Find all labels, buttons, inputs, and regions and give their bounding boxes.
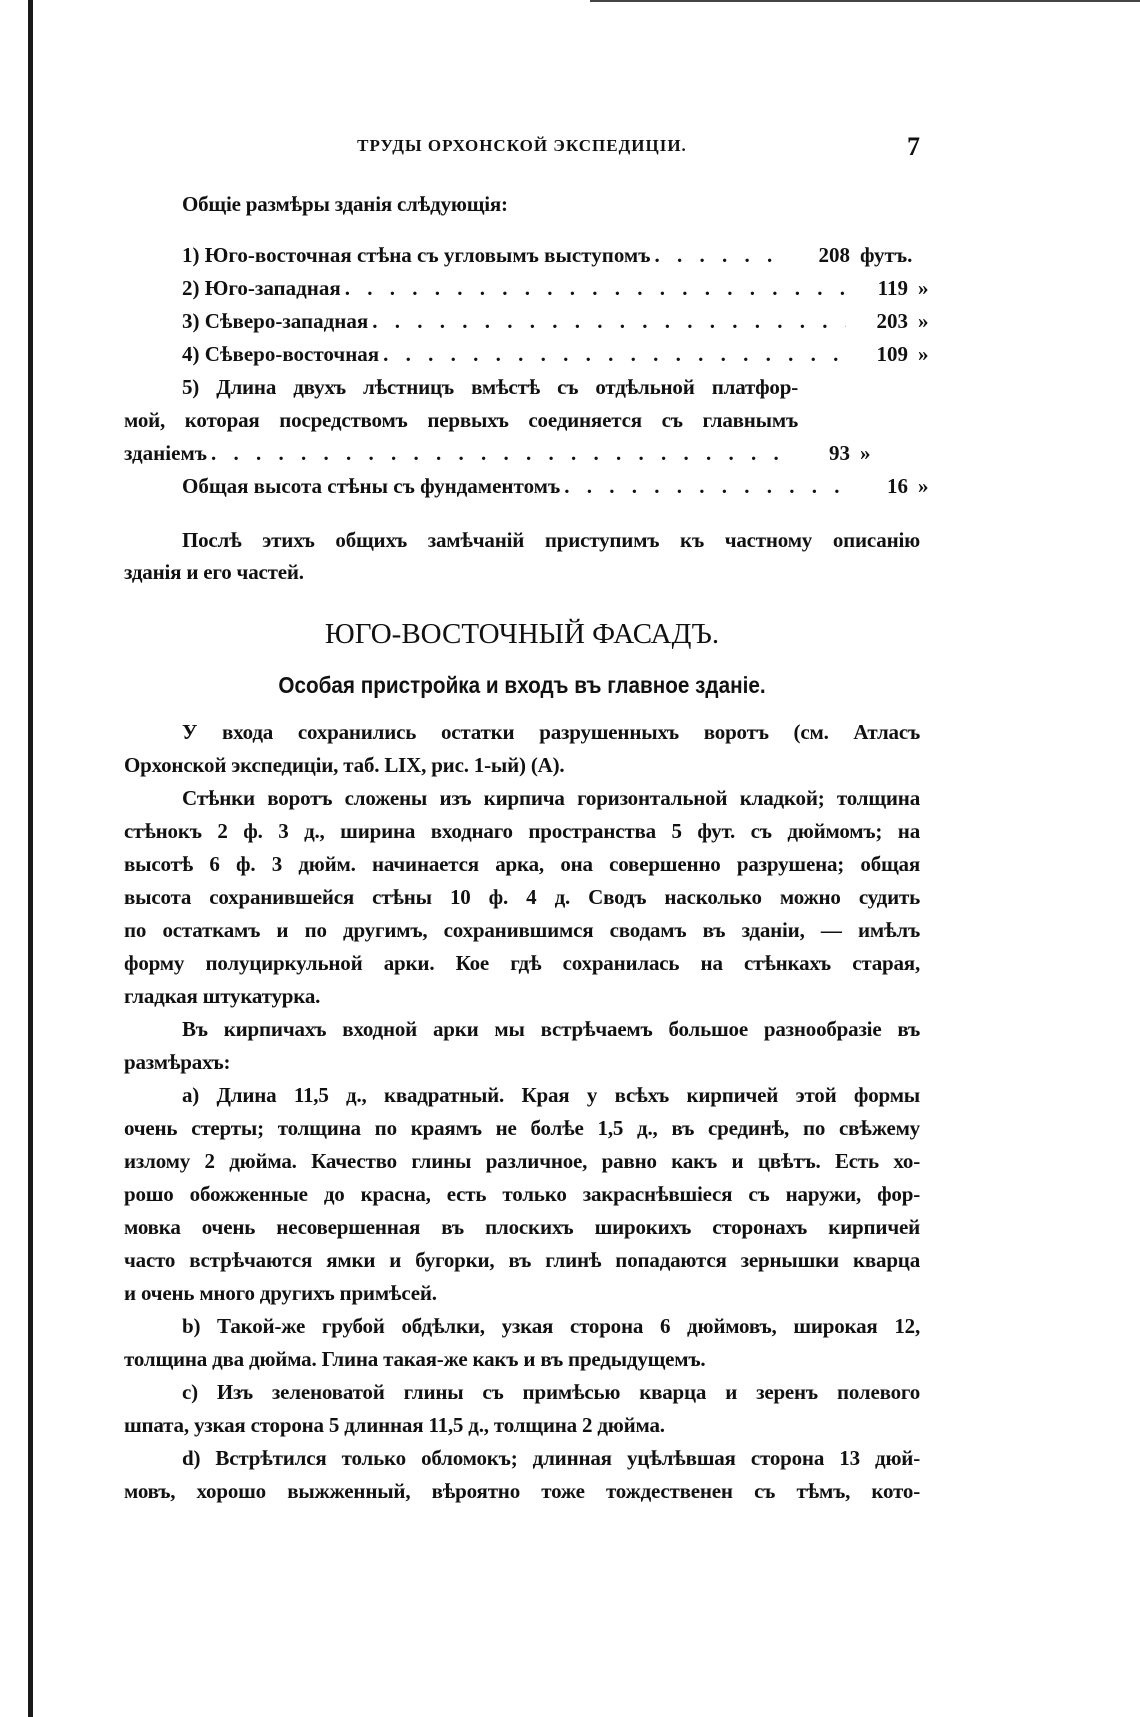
page-header — [124, 132, 920, 162]
paragraph-line: размѣрахъ: — [124, 1050, 231, 1074]
subsection-title: Особая пристройка и входъ въ главное зданіе. — [278, 672, 766, 698]
dimension-row-5-line-1: 5) Длина двухъ лѣстницъ вмѣстѣ съ отдѣльной платфор- — [182, 375, 798, 399]
paragraph-line: У входа сохранились остатки разрушенныхъ воротъ (см. Атласъ — [182, 720, 920, 744]
paragraph-line: а) Длина 11,5 д., квадратный. Края у всѣхъ кирпичей этой формы — [182, 1083, 920, 1107]
paragraph-line: излому 2 дюйма. Качество глины различное, равно какъ и цвѣтъ. Есть хо- — [124, 1149, 920, 1173]
paragraph-line: Орхонской экспедиціи, таб. LIX, рис. 1-ый) (A). — [124, 753, 565, 777]
dimension-row: 1) Юго-восточная стѣна съ угловымъ выступомъ . . . 208 футъ. — [124, 241, 920, 269]
paragraph-line: гладкая штукатурка. — [124, 984, 321, 1008]
scan-top-edge — [590, 0, 1140, 2]
paragraph-line: Стѣнки воротъ сложены изъ кирпича горизонтальной кладкой; толщина — [182, 786, 920, 810]
paragraph-line: форму полуциркульной арки. Кое гдѣ сохранилась на стѣнкахъ старая, — [124, 951, 920, 975]
paragraph-line: шпата, узкая сторона 5 длинная 11,5 д., толщина 2 дюйма. — [124, 1413, 665, 1437]
paragraph-line: высота сохранившейся стѣны 10 ф. 4 д. Сводъ насколько можно судить — [124, 885, 920, 909]
paragraph-line: и очень много другихъ примѣсей. — [124, 1281, 437, 1305]
paragraph-line: по остаткамъ и по другимъ, сохранившимся сводамъ въ зданіи, — имѣлъ — [124, 918, 920, 942]
paragraph-line: часто встрѣчаются ямки и бугорки, въ глинѣ попадаются зернышки кварца — [124, 1248, 920, 1272]
paragraph-line: зданія и его частей. — [124, 560, 304, 584]
paragraph-line: рошо обожженные до красна, есть только закраснѣвшіеся съ наружи, фор- — [124, 1182, 920, 1206]
dimension-row: Общая высота стѣны съ фундаментомъ . . . 16 » — [124, 472, 978, 500]
section-title: ЮГО-ВОСТОЧНЫЙ ФАСАДЪ. — [324, 618, 720, 650]
paragraph-line: мовка очень несовершенная въ плоскихъ широкихъ сторонахъ кирпичей — [124, 1215, 920, 1239]
paragraph-line: высотѣ 6 ф. 3 дюйм. начинается арка, она совершенно разрушена; общая — [124, 852, 920, 876]
paragraph-line: Въ кирпичахъ входной арки мы встрѣчаемъ большое разнообразіе въ — [182, 1017, 920, 1041]
dimension-row: зданіемъ . . . 93 » — [124, 439, 920, 467]
paragraph-line: b) Такой-же грубой обдѣлки, узкая сторона 6 дюймовъ, широкая 12, — [182, 1314, 920, 1338]
paragraph-line: мовъ, хорошо выжженный, вѣроятно тоже тождественен съ тѣмъ, кото- — [124, 1479, 920, 1503]
paragraph-line: Послѣ этихъ общихъ замѣчаній приступимъ къ частному описанію — [182, 528, 920, 552]
running-title: ТРУДЫ ОРХОНСКОЙ ЭКСПЕДИЦІИ. — [357, 136, 687, 155]
page-number: 7 — [907, 132, 920, 161]
scan-binding-edge — [28, 0, 33, 1717]
dimension-row-5-line-2: мой, которая посредствомъ первыхъ соединяется съ главнымъ — [124, 408, 798, 432]
paragraph-line: d) Встрѣтился только обломокъ; длинная уцѣлѣвшая сторона 13 дюй- — [182, 1446, 920, 1470]
paragraph-line: очень стерты; толщина по краямъ не болѣе 1,5 д., въ срединѣ, по свѣжему — [124, 1116, 920, 1140]
paragraph-line: толщина два дюйма. Глина такая-же какъ и въ предыдущемъ. — [124, 1347, 706, 1371]
dimension-row: 3) Сѣверо-западная . . . 203 » — [124, 307, 978, 335]
dimensions-intro: Общіе размѣры зданія слѣдующія: — [182, 192, 508, 216]
paragraph-line: стѣнокъ 2 ф. 3 д., ширина входнаго пространства 5 фут. съ дюймомъ; на — [124, 819, 920, 843]
paragraph-line: c) Изъ зеленоватой глины съ примѣсью кварца и зеренъ полевого — [182, 1380, 920, 1404]
dimension-row: 2) Юго-западная . . . 119 » — [124, 274, 978, 302]
dimension-row: 4) Сѣверо-восточная . . . 109 » — [124, 340, 978, 368]
